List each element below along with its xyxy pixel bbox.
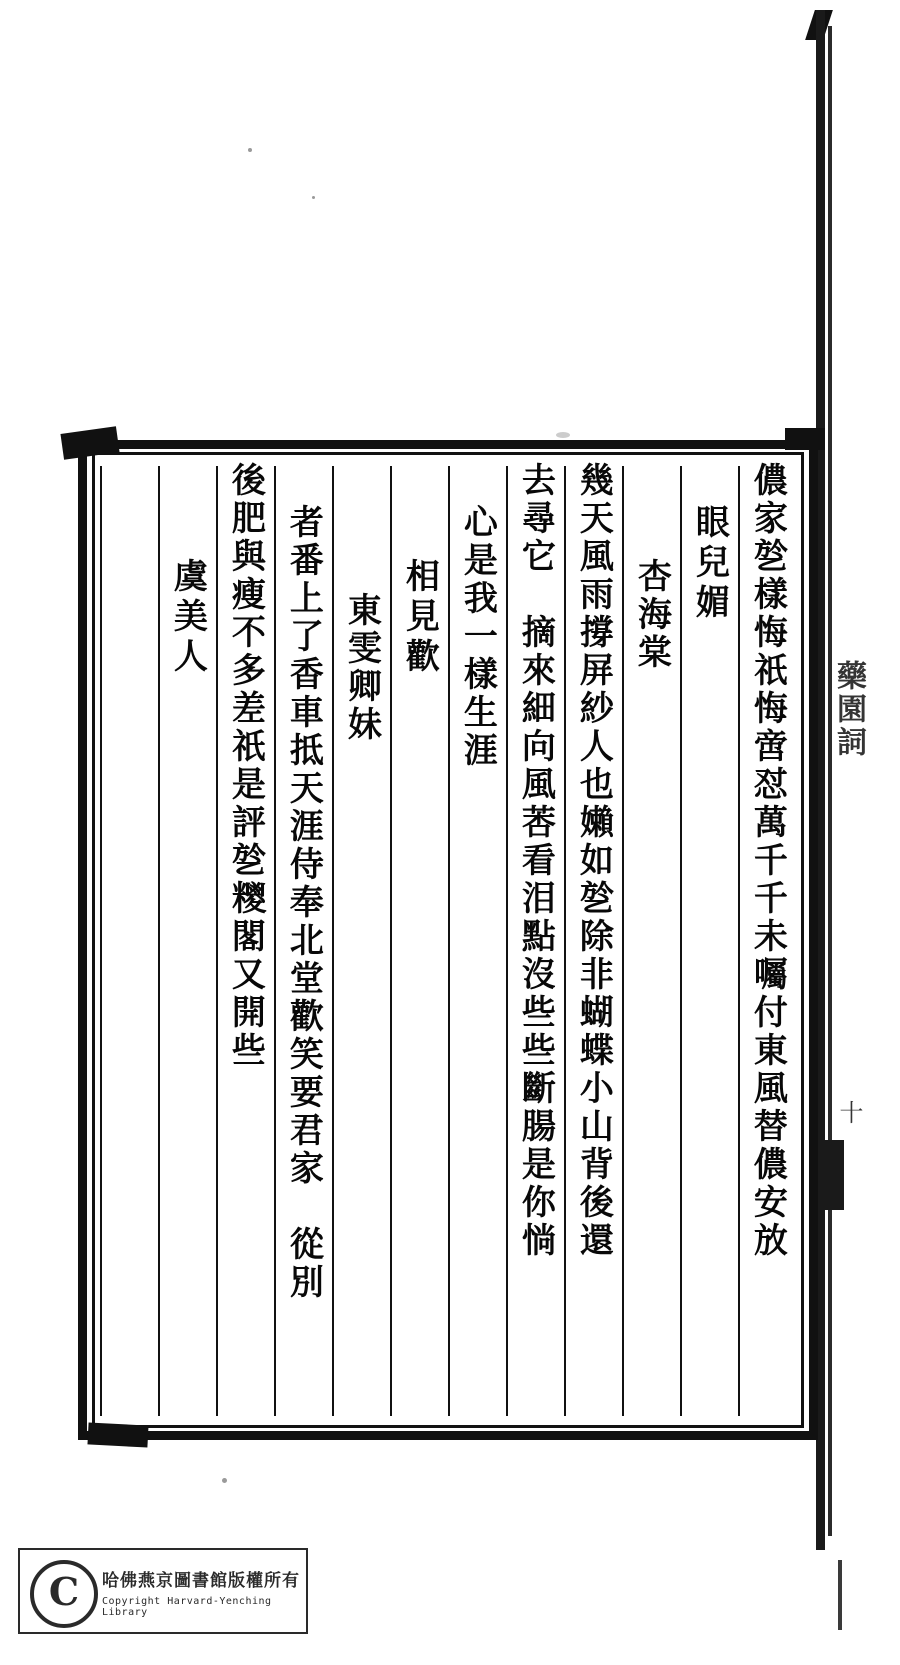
ink-smudge-bottom-left bbox=[87, 1422, 148, 1447]
text-column bbox=[448, 462, 506, 1420]
column-text: 後肥與瘦不多差祇是評乻糭閣又開些 bbox=[225, 462, 266, 1070]
paper-speck bbox=[248, 148, 252, 152]
text-column bbox=[680, 462, 738, 1420]
text-column bbox=[390, 462, 448, 1420]
dedication-text: 東雯卿妹 bbox=[341, 592, 382, 744]
column-rule bbox=[564, 466, 566, 1416]
column-rule bbox=[680, 466, 682, 1416]
column-text: 去尋它 摘來細向風莕看泪點沒些些斷腸是你惝 bbox=[515, 462, 556, 1260]
column-rule bbox=[738, 466, 740, 1416]
copyright-icon: C bbox=[30, 1560, 98, 1628]
column-rule bbox=[158, 466, 160, 1416]
text-column bbox=[506, 462, 564, 1420]
text-column bbox=[564, 462, 622, 1420]
paper-speck bbox=[556, 432, 570, 438]
column-rule bbox=[506, 466, 508, 1416]
running-head: 藥園詞 bbox=[831, 660, 866, 759]
tune-title: 相見歡 bbox=[399, 558, 440, 678]
column-text: 儂家乻樣悔祇悔啻怼萬千千未囑付東風替儂安放 bbox=[747, 462, 788, 1260]
column-text: 心是我一樣生涯 bbox=[457, 504, 498, 770]
binding-edge-strip-secondary bbox=[828, 26, 832, 1536]
margin-ink-blot bbox=[824, 1140, 844, 1210]
column-text: 者番上了香車抵天涯侍奉北堂歡笑要君家 從別 bbox=[283, 504, 324, 1302]
text-column bbox=[332, 462, 390, 1420]
text-column-blank bbox=[100, 462, 158, 1420]
binding-edge-bottom-tick bbox=[838, 1560, 842, 1630]
paper-speck bbox=[222, 1478, 227, 1483]
column-rule bbox=[332, 466, 334, 1416]
text-column bbox=[216, 462, 274, 1420]
column-text: 幾天風雨撐屏紗人也嬾如乻除非蝴蝶小山背後還 bbox=[573, 462, 614, 1260]
column-rule bbox=[216, 466, 218, 1416]
text-column bbox=[738, 462, 796, 1420]
subtitle-text: 杏海棠 bbox=[631, 558, 672, 672]
text-column bbox=[274, 462, 332, 1420]
column-rule bbox=[622, 466, 624, 1416]
column-rule bbox=[390, 466, 392, 1416]
tune-title: 眼兒媚 bbox=[689, 504, 730, 624]
page-number-mark: 十 bbox=[835, 1100, 863, 1126]
text-column bbox=[622, 462, 680, 1420]
tune-title: 虞美人 bbox=[167, 558, 208, 678]
paper-speck bbox=[312, 196, 315, 199]
text-column bbox=[158, 462, 216, 1420]
ink-smudge-top-right bbox=[785, 428, 825, 450]
text-columns bbox=[100, 462, 796, 1420]
column-rule bbox=[274, 466, 276, 1416]
column-rule bbox=[448, 466, 450, 1416]
stamp-english-text: Copyright Harvard-Yenching Library bbox=[102, 1596, 272, 1618]
stamp-chinese-text: 哈佛燕京圖書館版權所有 bbox=[102, 1571, 300, 1591]
library-stamp bbox=[18, 1548, 308, 1634]
column-rule bbox=[100, 466, 102, 1416]
